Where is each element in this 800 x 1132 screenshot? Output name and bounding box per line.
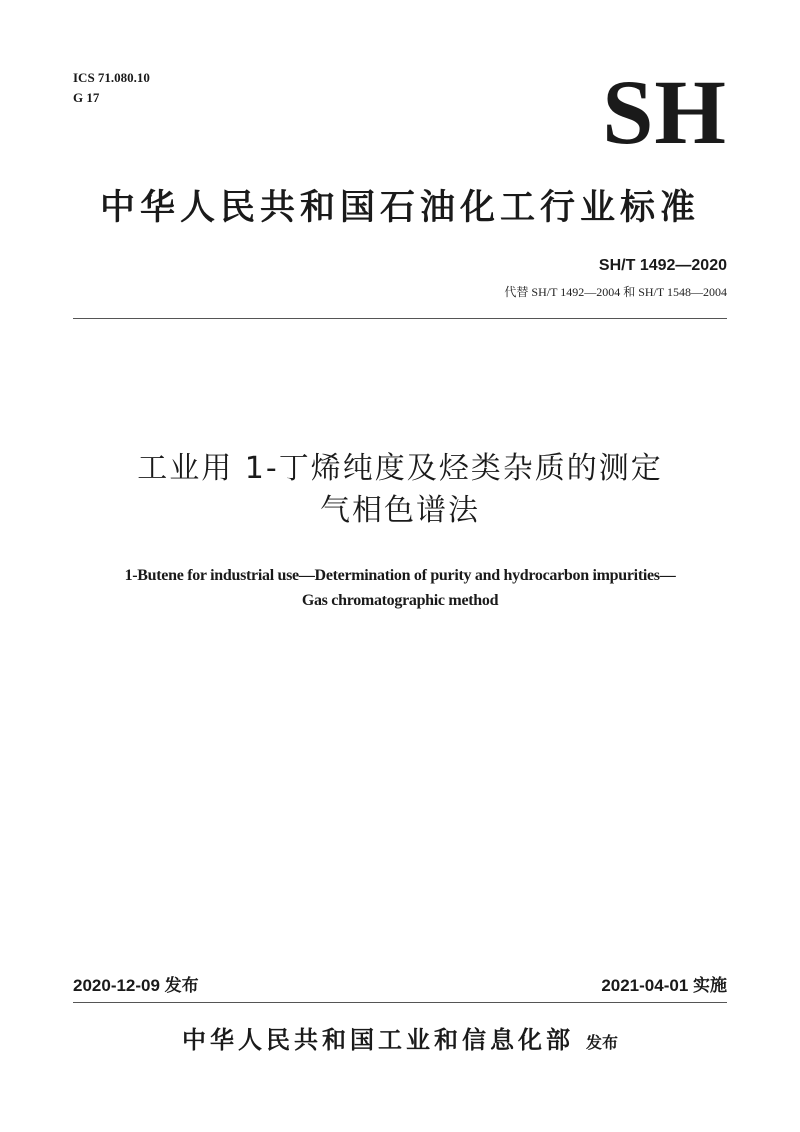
industry-standard-title: 中华人民共和国石油化工行业标准 <box>99 188 700 228</box>
footer-divider <box>73 1002 727 1003</box>
chinese-title <box>40 448 760 532</box>
issue-date: 2020-12-09 发布 <box>73 976 199 995</box>
chinese-title-line1: 工业用 1-丁烯纯度及烃类杂质的测定 <box>137 451 663 486</box>
issuer-suffix: 发布 <box>585 1033 618 1052</box>
classification-codes <box>73 68 150 108</box>
ics-code: ICS 71.080.10 <box>73 70 150 85</box>
ccs-code: G 17 <box>73 90 100 105</box>
english-title-line2: Gas chromatographic method <box>301 592 499 609</box>
issuer-name: 中华人民共和国工业和信息化部 <box>181 1026 574 1054</box>
issuer <box>0 1020 800 1064</box>
implementation-date: 2021-04-01 实施 <box>601 976 727 995</box>
chinese-title-line2: 气相色谱法 <box>320 493 480 528</box>
replaces-note: 代替 SH/T 1492—2004 和 SH/T 1548—2004 <box>504 285 727 299</box>
standard-number: SH/T 1492—2020 <box>598 257 727 274</box>
header-divider <box>73 318 727 319</box>
sh-logo: SH <box>602 61 727 163</box>
english-title-line1: 1-Butene for industrial use—Determination of purity and hydrocarbon impurities— <box>124 567 676 584</box>
english-title <box>40 563 760 613</box>
